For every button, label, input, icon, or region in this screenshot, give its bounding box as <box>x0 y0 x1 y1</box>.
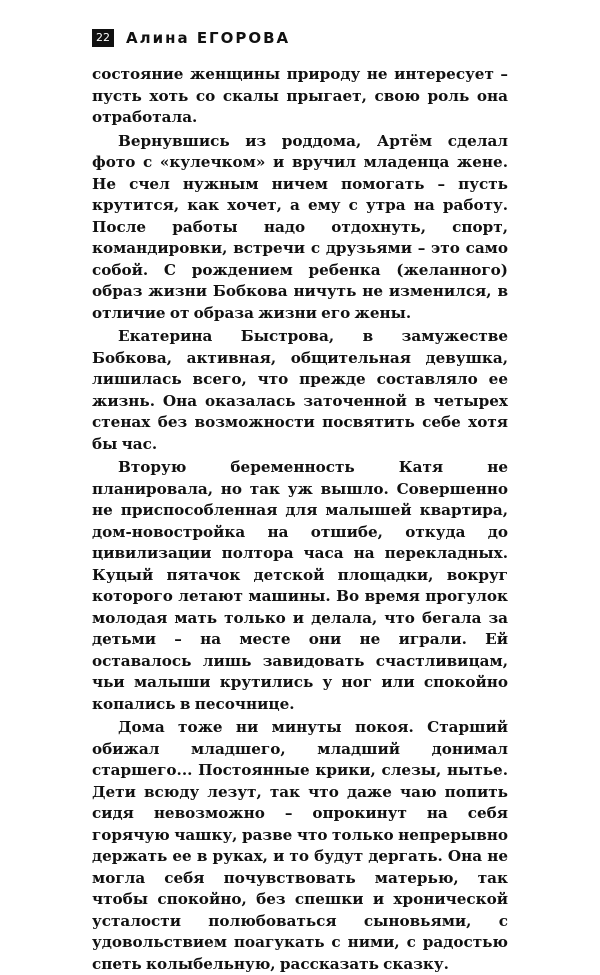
paragraph: Екатерина Быстрова, в замужестве Бобкова, активная, общительная девушка, лишилась всего, что прежде составляло ее жизнь. Она оказалась заточенной в четырех стенах без возможности посвятить себе хотя бы час. <box>92 327 508 453</box>
author-running-head: Алина ЕГОРОВА <box>126 29 291 47</box>
paragraph: Дома тоже ни минуты покоя. Старший обижал младшего, младший донимал старшего... Постоянные крики, слезы, нытье. Дети всюду лезут, так что даже чаю попить сидя невозможно – опрокинут на себя горячую чашку, разве что только непрерывно держать ее в руках, и то будут дергать. Она не могла себя почувствовать матерью, так чтобы спокойно, без спешки и хронической усталости полюбоваться сыновьями, с удовольствием поагукать с ними, с радостью спеть колыбельную, рассказать сказку. <box>92 718 508 973</box>
paragraph: Вернувшись из роддома, Артём сделал фото с «кулечком» и вручил младенца жене. Не счел нужным ничем помогать – пусть крутится, как хочет, а ему с утра на работу. После работы надо отдохнуть, спорт, командировки, встречи с друзьями – это само собой. С рождением ребенка (желанного) образ жизни Бобкова ничуть не изменился, в отличие от образа жизни его жены. <box>92 131 508 322</box>
body-text <box>92 64 508 975</box>
page-header <box>92 27 290 49</box>
paragraph-continued: состояние женщины природу не интересует – пусть хоть со скалы прыгает, свою роль она отработала. <box>92 65 508 126</box>
paragraph: Вторую беременность Катя не планировала, но так уж вышло. Совершенно не приспособленная для малышей квартира, дом-новостройка на отшибе, откуда до цивилизации полтора часа на перекладных. Куцый пятачок детской площадки, вокруг которого летают машины. Во время прогулок молодая мать только и делала, что бегала за детьми – на месте они не играли. Ей оставалось лишь завидовать счастливицам, чьи малыши крутились у ног или спокойно копались в песочнице. <box>92 458 508 713</box>
page-number: 22 <box>92 29 114 47</box>
